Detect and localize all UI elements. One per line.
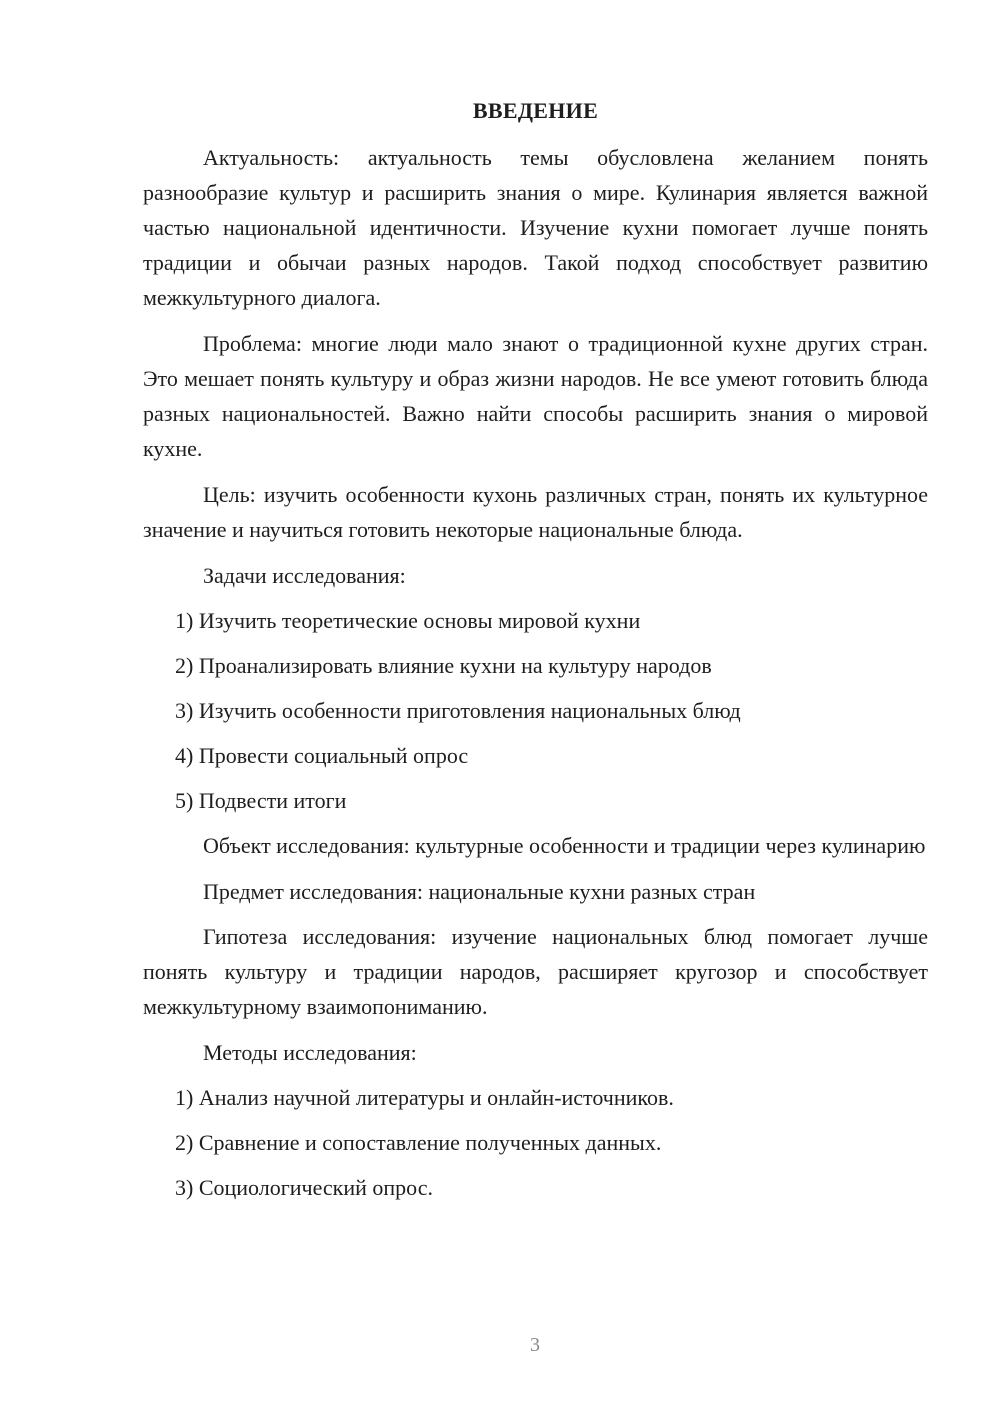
subject-paragraph: Предмет исследования: национальные кухни разных стран [203,879,756,904]
relevance-paragraph: Актуальность: актуальность темы обусловлена желанием понять разнообразие культур и расширить знания о мире. Кулинария является важной частью национальной идентичности. Изучение кухни помогает лучше понять традиции и обычаи разных народов. Такой подход способствует развитию межкультурного диалога. [143,145,928,310]
list-item: 4) Провести социальный опрос [175,743,469,768]
list-item: 2) Сравнение и сопоставление полученных данных. [175,1130,662,1155]
list-item: 3) Изучить особенности приготовления национальных блюд [175,698,741,723]
list-item: 5) Подвести итоги [175,788,347,813]
document-page [143,96,928,1215]
tasks-list [143,603,928,818]
list-item: 1) Изучить теоретические основы мировой кухни [175,608,641,633]
tasks-heading: Задачи исследования: [203,563,406,588]
methods-heading: Методы исследования: [203,1040,417,1065]
page-number: 3 [530,1334,540,1356]
list-item: 1) Анализ научной литературы и онлайн-источников. [175,1085,674,1110]
goal-paragraph: Цель: изучить особенности кухонь различных стран, понять их культурное значение и научиться готовить некоторые национальные блюда. [143,482,928,542]
hypothesis-paragraph: Гипотеза исследования: изучение национальных блюд помогает лучше понять культуру и традиции народов, расширяет кругозор и способствует межкультурному взаимопониманию. [143,924,928,1019]
problem-paragraph: Проблема: многие люди мало знают о традиционной кухне других стран. Это мешает понять культуру и образ жизни народов. Не все умеют готовить блюда разных национальностей. Важно найти способы расширить знания о мировой кухне. [143,331,928,461]
methods-list [143,1080,928,1205]
page-title: ВВЕДЕНИЕ [472,98,599,123]
object-paragraph: Объект исследования: культурные особенности и традиции через кулинарию [203,833,926,858]
list-item: 3) Социологический опрос. [175,1175,433,1200]
list-item: 2) Проанализировать влияние кухни на культуру народов [175,653,712,678]
